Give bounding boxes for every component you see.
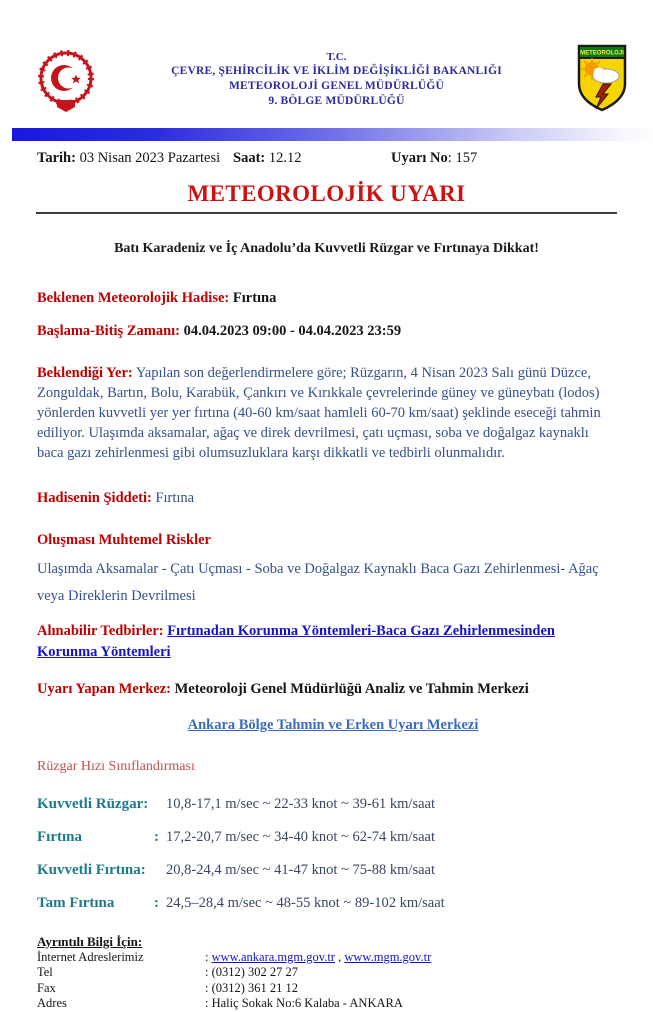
wind-class-value: 20,8-24,4 m/sec ~ 41-47 knot ~ 75-88 km/saat	[166, 862, 436, 878]
date-value: 03 Nisan 2023 Pazartesi	[75, 150, 221, 166]
header-line-directorate: METEOROLOJİ GENEL MÜDÜRLÜĞÜ	[229, 80, 444, 92]
date-field	[37, 149, 233, 168]
tel-value: : (0312) 302 27 27	[205, 965, 299, 979]
wind-scale-row	[37, 795, 615, 814]
meta-row	[37, 149, 653, 168]
mgm-url-link[interactable]: www.mgm.gov.tr	[344, 949, 432, 964]
svg-text:METEOROLOJI: METEOROLOJI	[580, 50, 624, 57]
severity-value: Fırtına	[151, 490, 195, 506]
wind-class-value: 10,8-17,1 m/sec ~ 22-33 knot ~ 39-61 km/saat	[166, 796, 436, 812]
wind-class-label: Tam Fırtına :	[37, 895, 159, 911]
fax-value: : (0312) 361 21 12	[205, 980, 299, 995]
date-label: Tarih:	[37, 150, 76, 166]
wind-class-value: 17,2-20,7 m/sec ~ 34-40 knot ~ 62-74 km/saat	[166, 829, 436, 845]
footer-fax-row	[37, 981, 616, 997]
expected-event-label: Beklenen Meteorolojik Hadise:	[37, 290, 230, 306]
measures-separator: -	[371, 623, 377, 639]
wind-scale-heading: Rüzgar Hızı Sınıflandırması	[37, 759, 195, 774]
fax-label: Fax	[37, 980, 56, 995]
issuing-center-value: Meteoroloji Genel Müdürlüğü Analiz ve Tahmin Merkezi	[170, 681, 529, 697]
footer-heading: Ayrıntılı Bilgi İçin:	[37, 934, 143, 949]
ankara-regional-center-link[interactable]: Ankara Bölge Tahmin ve Erken Uyarı Merkezi	[187, 717, 479, 733]
header-line-tc: T.C.	[326, 51, 347, 63]
warning-no-field	[391, 150, 477, 166]
warning-no-label: Uyarı No	[391, 150, 448, 166]
ankara-mgm-url-link[interactable]: www.ankara.mgm.gov.tr	[211, 949, 335, 964]
storm-protection-link[interactable]: Fırtınadan Korunma Yöntemleri	[167, 623, 372, 639]
wind-class-value: 24,5–28,4 m/sec ~ 48-55 knot ~ 89-102 km/saat	[166, 895, 445, 911]
time-range-row	[37, 321, 615, 342]
tc-government-emblem-icon	[36, 50, 96, 114]
issuing-center-label: Uyarı Yapan Merkez:	[37, 681, 171, 697]
expected-location-label: Beklendiği Yer:	[37, 365, 133, 381]
mgm-meteoroloji-shield-icon	[577, 44, 627, 112]
footer-internet-row	[37, 950, 616, 966]
blue-gradient-divider	[12, 128, 653, 141]
expected-event-row	[37, 288, 615, 309]
wind-class-label: Fırtına :	[37, 829, 159, 845]
address-value: : Haliç Sokak No:6 Kalaba - ANKARA	[205, 996, 403, 1010]
tel-label: Tel	[37, 965, 53, 979]
flue-gas-protection-link[interactable]: Baca Gazı Zehirlenmesinden Korunma Yöntemleri	[37, 623, 556, 660]
severity-label: Hadisenin Şiddeti:	[37, 490, 152, 506]
expected-location-text: Yapılan son değerlendirmelere göre; Rüzgarın, 4 Nisan 2023 Salı günü Düzce, Zonguldak, Bartın, Bolu, Karabük, Çankırı ve Kırıkkale çevrelerinde güney ve güneybatı (lodos) yönlerden kuvvetli yer yer fırtına (40-60 km/saat hamleli 60-70 km/saat) şeklinde eseceği tahmin ediliyor. Ulaşımda aksamalar, ağaç ve direk devrilmesi, çatı uçması, soba ve doğalgaz kaynaklı baca gazı zehirlenmesi gibi olumsuzluklara karşı dikkatli ve tedbirli olunmalıdır.	[37, 365, 601, 461]
wind-scale-row	[37, 828, 615, 847]
measures-row	[37, 621, 615, 663]
time-range-label: Başlama-Bitiş Zamanı:	[37, 323, 180, 339]
warning-no-value: : 157	[447, 150, 478, 166]
title-divider	[36, 212, 617, 214]
contact-footer	[0, 934, 653, 1012]
time-field	[233, 149, 391, 168]
internet-label: İnternet Adreslerimiz	[37, 949, 144, 964]
header-line-ministry: ÇEVRE, ŞEHİRCİLİK VE İKLİM DEĞİŞİKLİĞİ BAKANLIĞI	[171, 65, 502, 77]
internet-value: : www.ankara.mgm.gov.tr , www.mgm.gov.tr	[205, 949, 432, 964]
wind-scale-row	[37, 894, 615, 913]
page-title: METEOROLOJİK UYARI	[187, 181, 466, 206]
footer-address-row	[37, 996, 616, 1012]
issuing-center-row	[37, 679, 615, 700]
time-value: 12.12	[265, 150, 302, 166]
time-range-value: 04.04.2023 09:00 - 04.04.2023 23:59	[180, 323, 402, 339]
measures-label: Alınabilir Tedbirler:	[37, 623, 164, 639]
document-header	[0, 0, 653, 114]
footer-tel-row	[37, 965, 616, 981]
wind-class-label: Kuvvetli Rüzgar:	[37, 796, 149, 812]
severity-row	[37, 488, 615, 509]
expected-event-value: Fırtına	[229, 290, 277, 306]
header-line-region: 9. BÖLGE MÜDÜRLÜĞÜ	[268, 95, 405, 107]
possible-risks-text: Ulaşımda Aksamalar - Çatı Uçması - Soba ve Doğalgaz Kaynaklı Baca Gazı Zehirlenmesi- Ağaç veya Direklerin Devrilmesi	[37, 561, 599, 604]
warning-body	[0, 288, 653, 913]
address-label: Adres	[37, 996, 67, 1010]
wind-class-label: Kuvvetli Fırtına:	[37, 862, 146, 878]
time-label: Saat:	[233, 150, 266, 166]
possible-risks-heading: Oluşması Muhtemel Riskler	[37, 532, 211, 548]
ministry-title-block	[96, 44, 577, 109]
regional-center-row	[37, 715, 615, 736]
expected-location-row	[37, 363, 615, 463]
wind-scale-row	[37, 861, 615, 880]
warning-subtitle: Batı Karadeniz ve İç Anadolu’da Kuvvetli Rüzgar ve Fırtınaya Dikkat!	[114, 241, 539, 256]
